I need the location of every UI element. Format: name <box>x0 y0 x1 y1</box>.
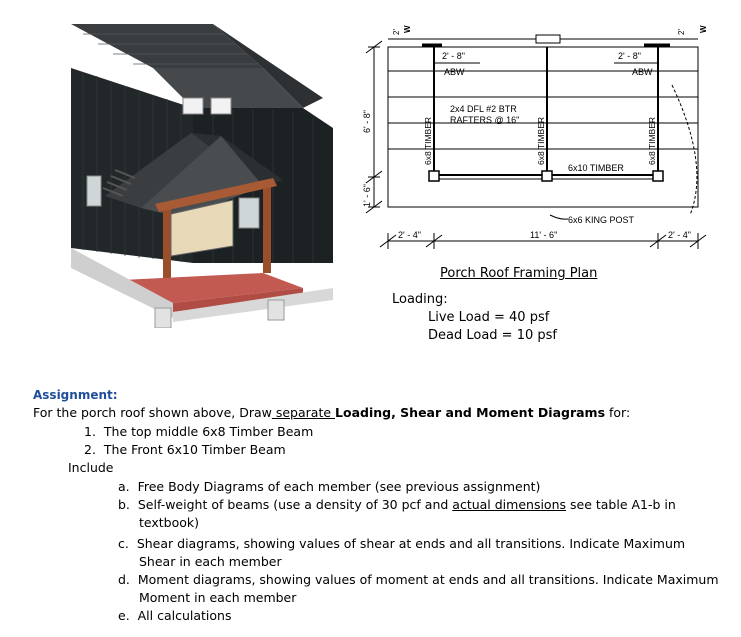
subitem-d-cont: Moment in each member <box>139 590 297 605</box>
subitem-text: All calculations <box>137 608 232 623</box>
assignment-heading: Assignment: <box>33 388 118 402</box>
subitem-d <box>118 572 719 587</box>
include-label: Include <box>68 460 114 475</box>
plan-caption: Porch Roof Framing Plan <box>440 266 598 281</box>
framing-plan <box>350 15 741 260</box>
dim-top-left: 2' - 8" <box>442 51 465 61</box>
subitem-text-post: see table A1-b in <box>566 497 676 512</box>
subitem-text: Free Body Diagrams of each member (see previous assignment) <box>137 479 541 494</box>
dim-bottom-left: 2' - 4" <box>398 230 421 240</box>
dim-top-right: 2' - 8" <box>618 51 641 61</box>
timber-label-mid: 6x8 TIMBER <box>536 116 546 165</box>
subitem-text-pre: Self-weight of beams (use a density of 30 pcf and <box>137 497 453 512</box>
intro-post: for: <box>605 405 631 420</box>
live-load: Live Load = 40 psf <box>428 310 550 325</box>
subitem-letter: a. <box>118 479 130 494</box>
item-text: The Front 6x10 Timber Beam <box>103 442 286 457</box>
dim-left-lower: 1' - 6" <box>362 184 372 207</box>
edge-mark-left: 2' <box>392 29 401 35</box>
intro-pre: For the porch roof shown above, Draw <box>33 405 272 420</box>
subitem-letter: c. <box>118 536 129 551</box>
timber-label-right: 6x8 TIMBER <box>647 116 657 165</box>
subitem-letter: d. <box>118 572 130 587</box>
item-number: 2. <box>84 442 96 457</box>
item-number: 1. <box>84 424 96 439</box>
subitem-c-cont: Shear in each member <box>139 554 282 569</box>
dim-left-upper: 6' - 8" <box>362 110 372 133</box>
w-mark-right: W <box>699 25 708 33</box>
post-label: 6x6 KING POST <box>568 215 635 225</box>
dim-bottom-right: 2' - 4" <box>668 230 691 240</box>
subitem-text-underlined: actual dimensions <box>452 497 567 512</box>
subitem-b-cont: textbook) <box>139 515 200 530</box>
item-text: The top middle 6x8 Timber Beam <box>103 424 314 439</box>
rafters-label-1: 2x4 DFL #2 BTR <box>450 104 517 114</box>
abw-left: ABW <box>444 67 465 77</box>
abw-right: ABW <box>632 67 653 77</box>
dead-load: Dead Load = 10 psf <box>428 328 557 343</box>
dim-bottom-mid: 11' - 6" <box>530 230 558 240</box>
subitem-a <box>118 479 540 494</box>
subitem-e <box>118 608 232 623</box>
assignment-item-1 <box>84 424 313 439</box>
w-mark-left: W <box>403 25 412 33</box>
intro-separate: separate <box>271 405 336 420</box>
assignment-intro <box>33 405 630 420</box>
loading-heading: Loading: <box>392 292 448 307</box>
beam-label: 6x10 TIMBER <box>568 163 624 173</box>
subitem-letter: e. <box>118 608 130 623</box>
assignment-item-2 <box>84 442 286 457</box>
timber-label-left: 6x8 TIMBER <box>423 116 433 165</box>
porch-rendering <box>63 18 338 328</box>
subitem-c <box>118 536 685 551</box>
framing-plan-drawing <box>350 15 741 260</box>
house-illustration <box>63 18 338 328</box>
intro-bold: Loading, Shear and Moment Diagrams <box>335 405 606 420</box>
subitem-b <box>118 497 676 512</box>
edge-mark-right: 2' <box>677 29 686 35</box>
rafters-label-2: RAFTERS @ 16" <box>450 115 520 125</box>
subitem-letter: b. <box>118 497 130 512</box>
loading-block <box>392 291 557 345</box>
subitem-text: Shear diagrams, showing values of shear at ends and all transitions. Indicate Maximum <box>136 536 686 551</box>
subitem-text: Moment diagrams, showing values of moment at ends and all transitions. Indicate Maximum <box>137 572 719 587</box>
